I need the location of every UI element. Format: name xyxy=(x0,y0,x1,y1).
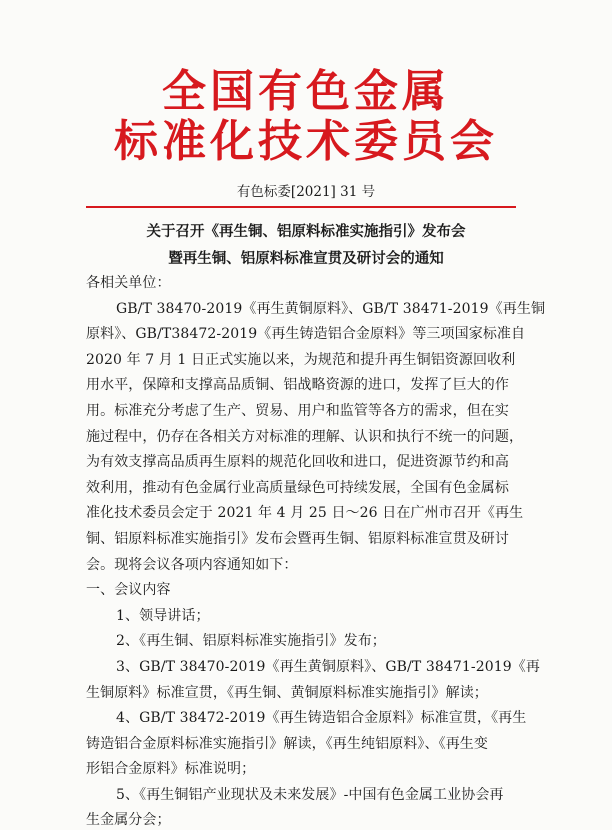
body-line: 2020 年 7 月 1 日正式实施以来，为规范和提升再生铜铝资源回收利 xyxy=(86,352,516,368)
agenda-item: 2、《再生铜、铝原料标准实施指引》发布； xyxy=(116,633,386,649)
body-line: 为有效支撑高品质再生原料的规范化回收和进口，促进资源节约和高 xyxy=(86,454,509,470)
agenda-item: 1、领导讲话； xyxy=(116,608,210,624)
agenda-item-continued: 生铜原料》标准宣贯，《再生铜、黄铜原料标准实施指引》解读； xyxy=(86,685,488,701)
body-line: 效利用，推动有色金属行业高质量绿色可持续发展，全国有色金属标 xyxy=(86,480,509,496)
section-heading: 一、会议内容 xyxy=(86,582,171,598)
org-name-line2: 标准化技术委员会 xyxy=(114,116,498,167)
body-line: 用水平，保障和支撑高品质铜、铝战略资源的进口，发挥了巨大的作 xyxy=(86,377,509,393)
agenda-item: 4、GB/T 38472-2019《再生铸造铝合金原料》标准宣贯，《再生 xyxy=(116,710,527,726)
agenda-item: 5、《再生铜铝产业现状及未来发展》-中国有色金属工业协会再 xyxy=(116,787,504,803)
agenda-item-continued: 形铝合金原料》标准说明； xyxy=(86,761,256,777)
body-line: 会。现将会议各项内容通知如下： xyxy=(86,557,298,573)
agenda-item: 3、GB/T 38470-2019《再生黄铜原料》、GB/T 38471-2019《再 xyxy=(116,659,540,675)
document-number: 有色标委[2021] 31 号 xyxy=(236,184,376,200)
body-line: GB/T 38470-2019《再生黄铜原料》、GB/T 38471-2019《再生铜 xyxy=(116,301,546,317)
body-line: 施过程中，仍存在各相关方对标准的理解、认识和执行不统一的问题， xyxy=(86,429,524,445)
agenda-item-continued: 铸造铝合金原料标准实施指引》解读，《再生纯铝原料》、《再生变 xyxy=(86,736,488,752)
red-divider xyxy=(86,206,516,208)
body-line: 原料》、GB/T38472-2019《再生铸造铝合金原料》等三项国家标准自 xyxy=(86,326,526,342)
body-line: 铜、铝原料标准实施指引》发布会暨再生铜、铝原料标准宣贯及研讨 xyxy=(86,531,509,547)
agenda-item-continued: 生金属分会； xyxy=(86,812,171,828)
body-line: 用。标准充分考虑了生产、贸易、用户和监管等各方的需求，但在实 xyxy=(86,403,509,419)
org-name-line1: 全国有色金属 xyxy=(162,66,450,117)
salutation: 各相关单位： xyxy=(86,275,171,291)
notice-title-line1: 关于召开《再生铜、铝原料标准实施指引》发布会 xyxy=(146,224,466,240)
notice-title-line2: 暨再生铜、铝原料标准宣贯及研讨会的通知 xyxy=(168,251,444,267)
body-line: 准化技术委员会定于 2021 年 4 月 25 日～26 日在广州市召开《再生 xyxy=(86,505,524,521)
